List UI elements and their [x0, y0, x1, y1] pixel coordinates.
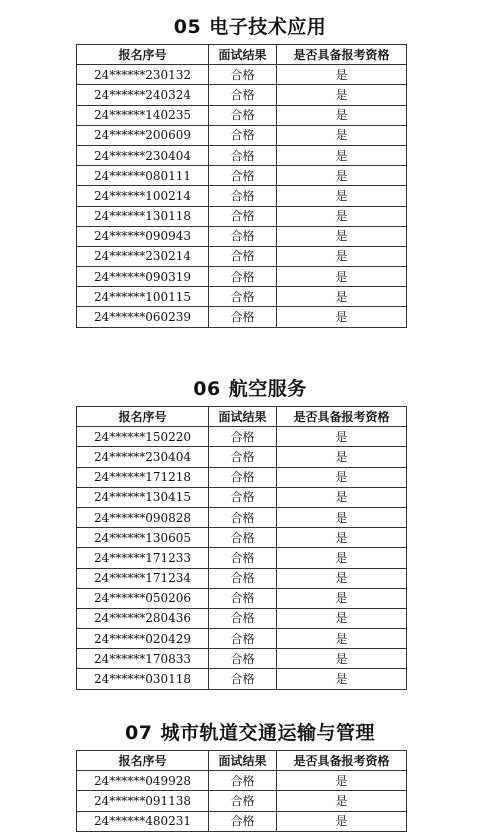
- cell-registration-number: 24******100214: [77, 186, 209, 206]
- cell-interview-result: 合格: [209, 507, 277, 527]
- table-row: [77, 307, 407, 327]
- cell-registration-number: 24******020429: [77, 629, 209, 649]
- cell-interview-result: 合格: [209, 548, 277, 568]
- table-row: [77, 608, 407, 628]
- table-row: [77, 811, 407, 831]
- cell-registration-number: 24******130605: [77, 528, 209, 548]
- cell-registration-number: 24******200609: [77, 125, 209, 145]
- cell-eligibility: 是: [277, 487, 407, 507]
- section-title-text: 航空服务: [228, 378, 307, 400]
- cell-registration-number: 24******230404: [77, 145, 209, 165]
- cell-eligibility: 是: [277, 447, 407, 467]
- cell-eligibility: 是: [277, 307, 407, 327]
- cell-eligibility: 是: [277, 267, 407, 287]
- header-eligibility: 是否具备报考资格: [277, 751, 407, 771]
- cell-eligibility: 是: [277, 548, 407, 568]
- cell-interview-result: 合格: [209, 649, 277, 669]
- section-number: 05: [173, 16, 202, 38]
- table-row: [77, 65, 407, 85]
- header-eligibility: 是否具备报考资格: [277, 407, 407, 427]
- cell-registration-number: 24******060239: [77, 307, 209, 327]
- table-row: [77, 669, 407, 689]
- cell-eligibility: 是: [277, 427, 407, 447]
- cell-registration-number: 24******230404: [77, 447, 209, 467]
- header-interview-result: 面试结果: [209, 45, 277, 65]
- cell-eligibility: 是: [277, 105, 407, 125]
- header-registration-number: 报名序号: [77, 45, 209, 65]
- table-row: [77, 125, 407, 145]
- cell-interview-result: 合格: [209, 246, 277, 266]
- cell-interview-result: 合格: [209, 487, 277, 507]
- cell-interview-result: 合格: [209, 608, 277, 628]
- cell-interview-result: 合格: [209, 206, 277, 226]
- cell-interview-result: 合格: [209, 287, 277, 307]
- results-table: [76, 44, 407, 328]
- cell-eligibility: 是: [277, 186, 407, 206]
- cell-registration-number: 24******030118: [77, 669, 209, 689]
- cell-eligibility: 是: [277, 649, 407, 669]
- table-row: [77, 206, 407, 226]
- cell-registration-number: 24******049928: [77, 771, 209, 791]
- cell-eligibility: 是: [277, 507, 407, 527]
- header-interview-result: 面试结果: [209, 751, 277, 771]
- cell-registration-number: 24******150220: [77, 427, 209, 447]
- cell-registration-number: 24******130118: [77, 206, 209, 226]
- cell-registration-number: 24******090943: [77, 226, 209, 246]
- cell-eligibility: 是: [277, 246, 407, 266]
- cell-interview-result: 合格: [209, 145, 277, 165]
- cell-registration-number: 24******171233: [77, 548, 209, 568]
- cell-registration-number: 24******050206: [77, 588, 209, 608]
- table-row: [77, 186, 407, 206]
- header-eligibility: 是否具备报考资格: [277, 45, 407, 65]
- table-row: [77, 145, 407, 165]
- table-row: [77, 166, 407, 186]
- table-row: [77, 507, 407, 527]
- header-registration-number: 报名序号: [77, 751, 209, 771]
- cell-eligibility: 是: [277, 528, 407, 548]
- cell-registration-number: 24******230214: [77, 246, 209, 266]
- cell-interview-result: 合格: [209, 629, 277, 649]
- cell-eligibility: 是: [277, 669, 407, 689]
- section-title: [0, 720, 500, 746]
- cell-eligibility: 是: [277, 125, 407, 145]
- cell-interview-result: 合格: [209, 427, 277, 447]
- section-number: 07: [125, 722, 153, 744]
- cell-eligibility: 是: [277, 811, 407, 831]
- cell-interview-result: 合格: [209, 166, 277, 186]
- cell-interview-result: 合格: [209, 267, 277, 287]
- cell-eligibility: 是: [277, 588, 407, 608]
- cell-interview-result: 合格: [209, 65, 277, 85]
- table-row: [77, 487, 407, 507]
- cell-interview-result: 合格: [209, 447, 277, 467]
- cell-eligibility: 是: [277, 85, 407, 105]
- cell-registration-number: 24******080111: [77, 166, 209, 186]
- cell-interview-result: 合格: [209, 186, 277, 206]
- cell-eligibility: 是: [277, 166, 407, 186]
- table-row: [77, 427, 407, 447]
- cell-registration-number: 24******280436: [77, 608, 209, 628]
- cell-registration-number: 24******230132: [77, 65, 209, 85]
- cell-eligibility: 是: [277, 467, 407, 487]
- cell-registration-number: 24******090319: [77, 267, 209, 287]
- header-interview-result: 面试结果: [209, 407, 277, 427]
- table-row: [77, 568, 407, 588]
- cell-registration-number: 24******171234: [77, 568, 209, 588]
- table-row: [77, 105, 407, 125]
- table-row: [77, 246, 407, 266]
- table-row: [77, 287, 407, 307]
- table-row: [77, 226, 407, 246]
- cell-registration-number: 24******140235: [77, 105, 209, 125]
- cell-registration-number: 24******100115: [77, 287, 209, 307]
- table-header-row: [77, 407, 407, 427]
- cell-eligibility: 是: [277, 226, 407, 246]
- section-title-text: 电子技术应用: [209, 16, 327, 38]
- cell-interview-result: 合格: [209, 125, 277, 145]
- cell-interview-result: 合格: [209, 771, 277, 791]
- table-row: [77, 548, 407, 568]
- table-header-row: [77, 45, 407, 65]
- section-title-text: 城市轨道交通运输与管理: [160, 722, 375, 744]
- section-number: 06: [193, 378, 221, 400]
- table-row: [77, 85, 407, 105]
- cell-eligibility: 是: [277, 287, 407, 307]
- cell-eligibility: 是: [277, 65, 407, 85]
- cell-registration-number: 24******240324: [77, 85, 209, 105]
- results-table: [76, 750, 407, 832]
- cell-eligibility: 是: [277, 629, 407, 649]
- cell-interview-result: 合格: [209, 669, 277, 689]
- cell-registration-number: 24******130415: [77, 487, 209, 507]
- cell-eligibility: 是: [277, 206, 407, 226]
- cell-interview-result: 合格: [209, 791, 277, 811]
- table-row: [77, 447, 407, 467]
- results-table: [76, 406, 407, 690]
- cell-interview-result: 合格: [209, 226, 277, 246]
- cell-interview-result: 合格: [209, 467, 277, 487]
- cell-interview-result: 合格: [209, 568, 277, 588]
- cell-eligibility: 是: [277, 568, 407, 588]
- cell-interview-result: 合格: [209, 85, 277, 105]
- cell-eligibility: 是: [277, 791, 407, 811]
- table-row: [77, 528, 407, 548]
- section-title: [0, 14, 500, 40]
- cell-registration-number: 24******091138: [77, 791, 209, 811]
- table-row: [77, 267, 407, 287]
- cell-registration-number: 24******090828: [77, 507, 209, 527]
- table-row: [77, 588, 407, 608]
- cell-interview-result: 合格: [209, 105, 277, 125]
- cell-registration-number: 24******171218: [77, 467, 209, 487]
- table-row: [77, 629, 407, 649]
- cell-interview-result: 合格: [209, 307, 277, 327]
- section-title: [0, 376, 500, 402]
- cell-interview-result: 合格: [209, 588, 277, 608]
- table-row: [77, 771, 407, 791]
- header-registration-number: 报名序号: [77, 407, 209, 427]
- table-row: [77, 649, 407, 669]
- table-header-row: [77, 751, 407, 771]
- cell-interview-result: 合格: [209, 811, 277, 831]
- cell-eligibility: 是: [277, 608, 407, 628]
- cell-eligibility: 是: [277, 771, 407, 791]
- table-row: [77, 467, 407, 487]
- table-row: [77, 791, 407, 811]
- cell-interview-result: 合格: [209, 528, 277, 548]
- cell-registration-number: 24******170833: [77, 649, 209, 669]
- cell-eligibility: 是: [277, 145, 407, 165]
- cell-registration-number: 24******480231: [77, 811, 209, 831]
